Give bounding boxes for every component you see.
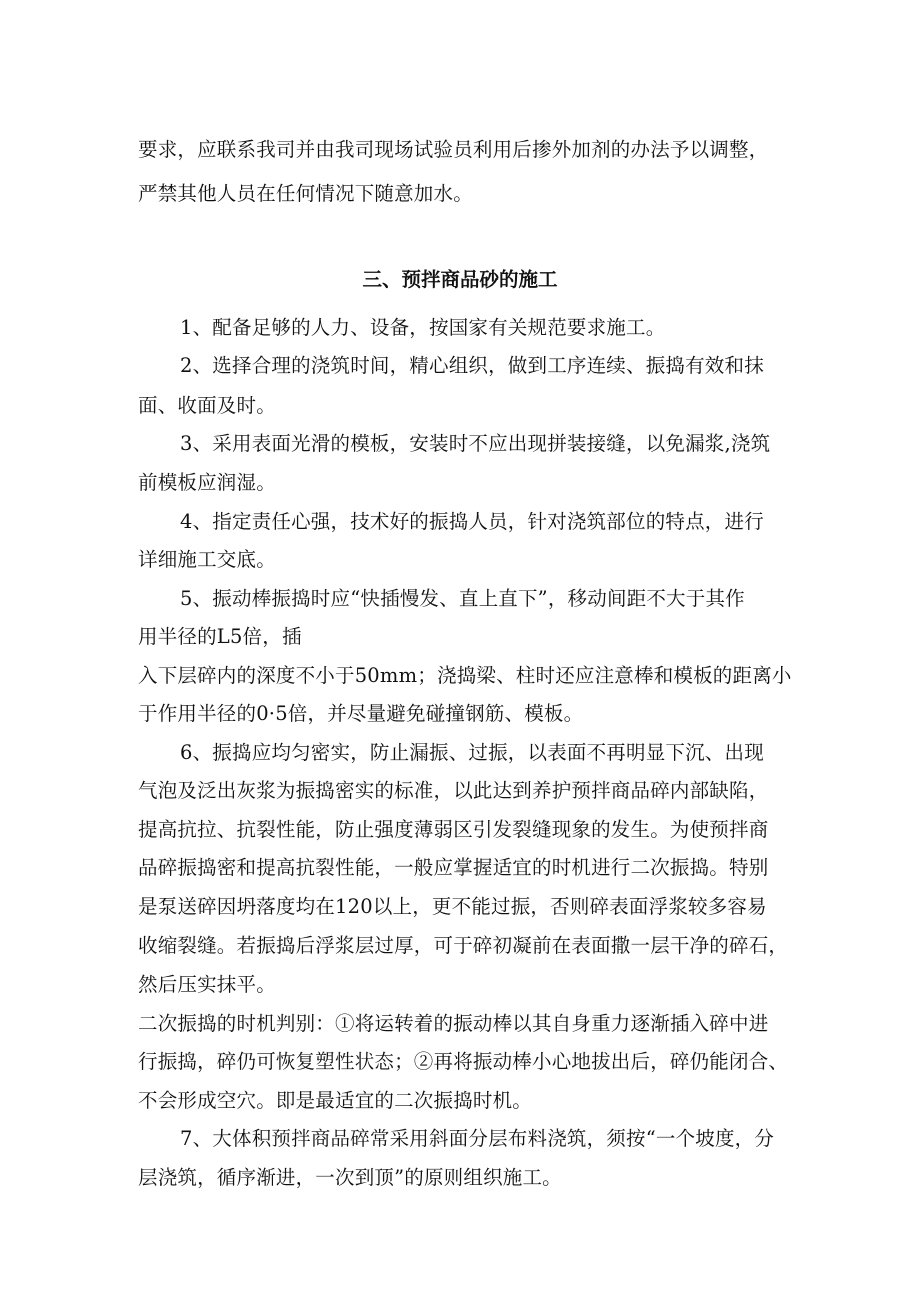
item-3-line-2: 前模板应润湿。 [138,471,276,494]
item-5-line-3: 入下层碎内的深度不小于50mm；浇捣梁、柱时还应注意棒和模板的距离小 [138,664,792,687]
intro-line-1: 要求，应联系我司并由我司现场试验员利用后掺外加剂的办法予以调整， [138,138,769,161]
item-5-line-4: 于作用半径的0·5倍，并尽量避免碰撞钢筋、模板。 [138,702,584,725]
item-6-line-10: 不会形成空穴。即是最适宜的二次振捣时机。 [138,1089,533,1112]
item-6-line-8: 二次振捣的时机判别：①将运转着的振动棒以其自身重力逐渐插入碎中进 [138,1012,769,1035]
item-7-line-2: 层浇筑，循序渐进，一次到顶”的原则组织施工。 [138,1166,562,1189]
item-6-line-2: 气泡及泛出灰浆为振捣密实的标准，以此达到养护预拌商品碎内部缺陷， [138,779,769,802]
item-6-line-9: 行振捣，碎仍可恢复塑性状态；②再将振动棒小心地拔出后，碎仍能闭合、 [138,1050,789,1073]
intro-line-2: 严禁其他人员在任何情况下随意加水。 [138,182,473,205]
section-heading: 三、预拌商品砂的施工 [362,268,558,291]
item-1-line-1: 1、配备足够的人力、设备，按国家有关规范要求施工。 [180,316,666,339]
item-2-line-2: 面、收面及时。 [138,394,276,417]
item-4-line-2: 详细施工交底。 [138,548,276,571]
item-6-line-5: 是泵送碎因坍落度均在120以上，更不能过振，否则碎表面浮浆较多容易 [138,895,767,918]
item-5-line-2: 用半径的L5倍，插 [138,625,302,648]
item-4-line-1: 4、指定责任心强，技术好的振捣人员，针对浇筑部位的特点，进行 [180,510,764,533]
item-6-line-6: 收缩裂缝。若振捣后浮浆层过厚，可于碎初凝前在表面撒一层干净的碎石， [138,934,789,957]
item-6-line-3: 提高抗拉、抗裂性能，防止强度薄弱区引发裂缝现象的发生。为使预拌商 [138,818,769,841]
item-6-line-4: 品碎振捣密和提高抗裂性能，一般应掌握适宜的时机进行二次振捣。特别 [138,856,769,879]
item-6-line-7: 然后压实抹平。 [138,973,276,996]
item-2-line-1: 2、选择合理的浇筑时间，精心组织，做到工序连续、振捣有效和抹 [180,354,764,377]
item-6-line-1: 6、振捣应均匀密实，防止漏振、过振，以表面不再明显下沉、出现 [180,741,764,764]
item-5-line-1: 5、振动棒振捣时应“快插慢发、直上直下”，移动间距不大于其作 [180,587,745,610]
item-7-line-1: 7、大体积预拌商品碎常采用斜面分层布料浇筑，须按“一个坡度，分 [180,1127,775,1150]
item-3-line-1: 3、采用表面光滑的模板，安装时不应出现拼装接缝，以免漏浆,浇筑 [180,432,771,455]
